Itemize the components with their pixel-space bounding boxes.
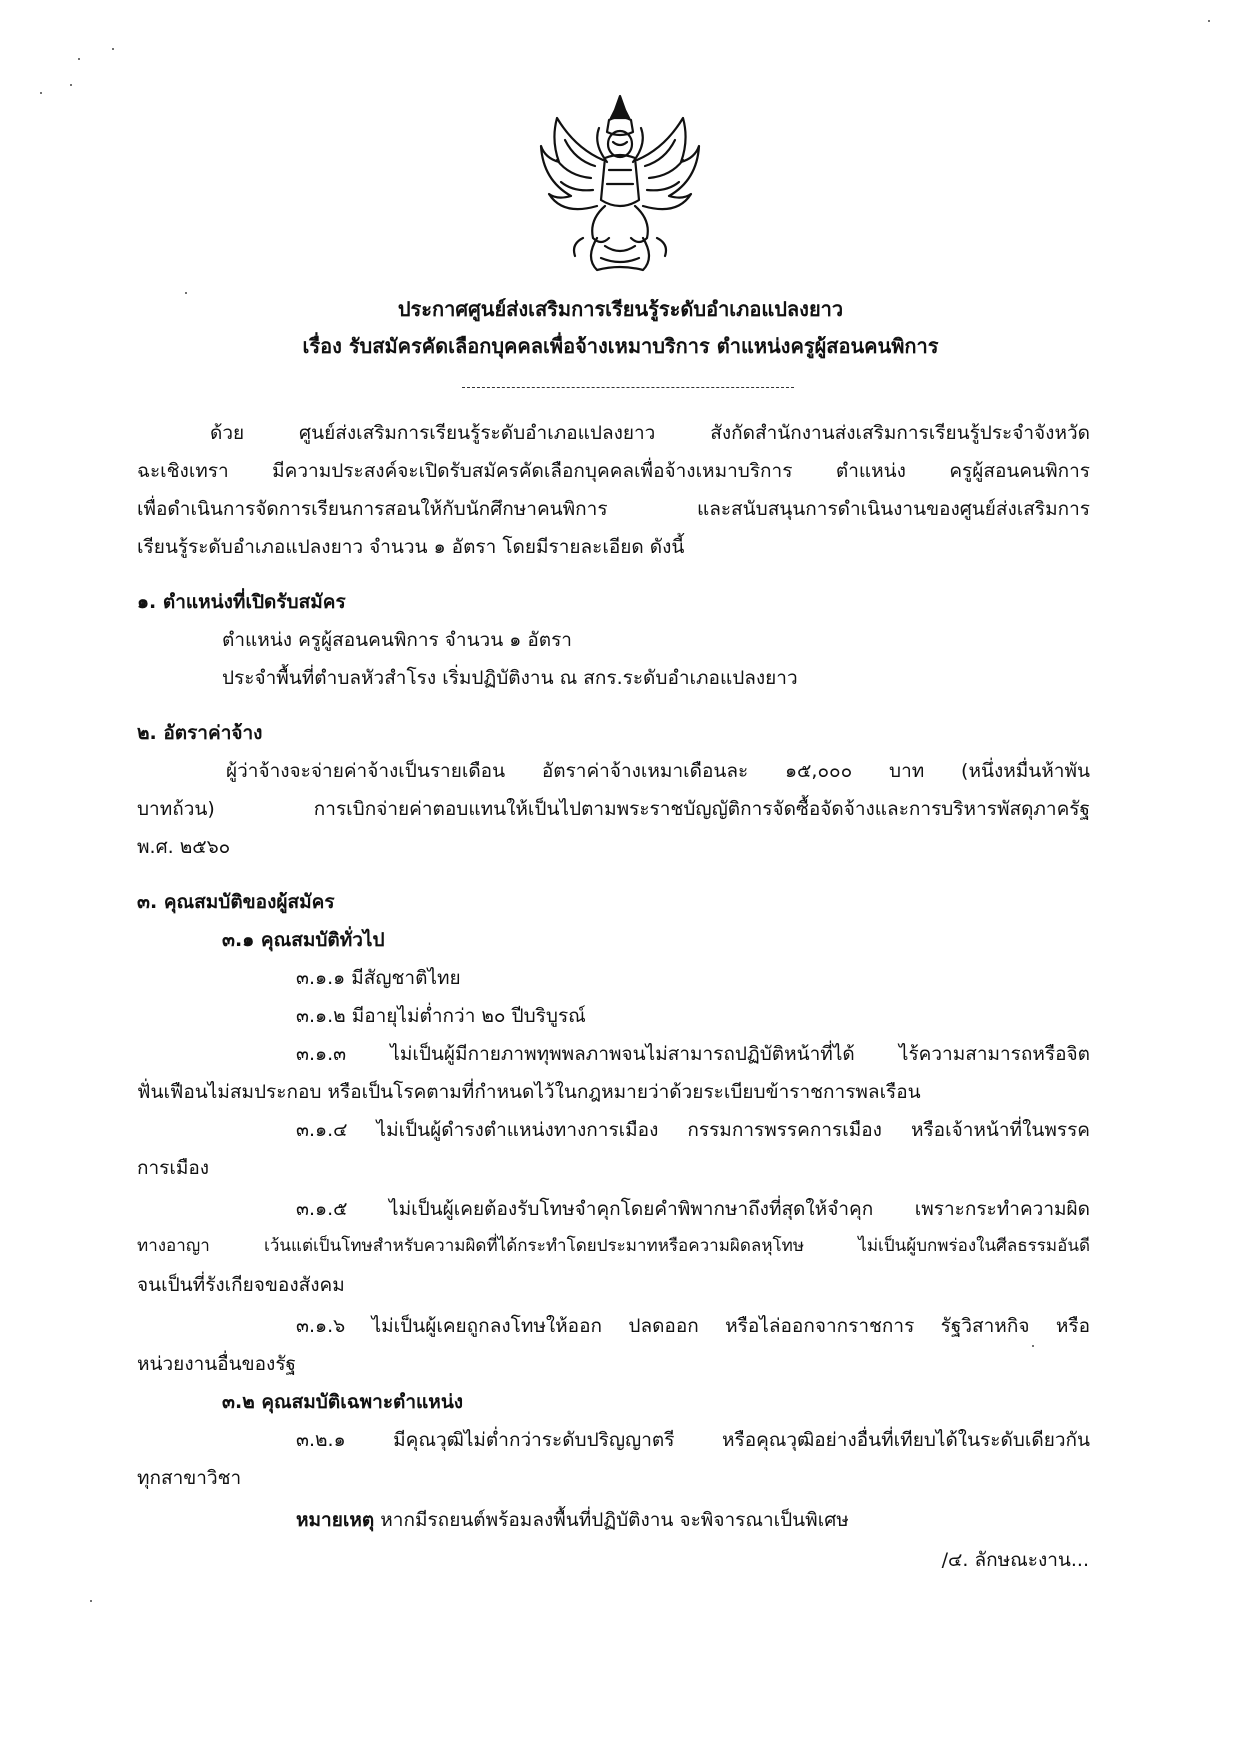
qualification-item: ฟั่นเฟือนไม่สมประกอบ หรือเป็นโรคตามที่กำหนดไว้ในกฎหมายว่าด้วยระเบียบข้าราชการพลเรือน	[137, 1081, 921, 1103]
section-line: ตำแหน่ง ครูผู้สอนคนพิการ จำนวน ๑ อัตรา	[222, 629, 572, 651]
qualification-item: ทุกสาขาวิชา	[137, 1467, 242, 1489]
section-line: บาทถ้วน) การเบิกจ่ายค่าตอบแทนให้เป็นไปตามพระราชบัญญัติการจัดซื้อจัดจ้างและการบริหารพัสดุภาครัฐ	[137, 798, 1090, 820]
intro-line: เรียนรู้ระดับอำเภอแปลงยาว จำนวน ๑ อัตรา โดยมีรายละเอียด ดังนี้	[137, 536, 685, 558]
qualification-item: ๓.๑.๕ ไม่เป็นผู้เคยต้องรับโทษจำคุกโดยคำพิพากษาถึงที่สุดให้จำคุก เพราะกระทำความผิด	[296, 1198, 1090, 1220]
qualification-item: ๓.๑.๑ มีสัญชาติไทย	[296, 967, 461, 989]
title-divider	[462, 387, 794, 388]
qualification-item: ๓.๑.๓ ไม่เป็นผู้มีกายภาพทุพพลภาพจนไม่สามารถปฏิบัติหน้าที่ได้ ไร้ความสามารถหรือจิต	[296, 1043, 1090, 1065]
scan-speck	[70, 84, 72, 86]
section-line: ผู้ว่าจ้างจะจ่ายค่าจ้างเป็นรายเดือน อัตราค่าจ้างเหมาเดือนละ ๑๕,๐๐๐ บาท (หนึ่งหมื่นห้าพัน	[226, 760, 1090, 782]
qualification-item: หน่วยงานอื่นของรัฐ	[137, 1353, 297, 1375]
section-line: พ.ศ. ๒๕๖๐	[137, 836, 231, 858]
scan-speck	[40, 92, 42, 94]
scan-speck	[112, 48, 114, 50]
subsection-heading: ๓.๑ คุณสมบัติทั่วไป	[222, 929, 385, 951]
qualification-item: ทางอาญา เว้นแต่เป็นโทษสำหรับความผิดที่ได้กระทำโดยประมาทหรือความผิดลหุโทษ ไม่เป็นผู้บกพร่องในศีลธรรมอันดี	[137, 1236, 1090, 1256]
garuda-emblem-icon	[535, 88, 705, 276]
qualification-item: จนเป็นที่รังเกียจของสังคม	[137, 1274, 345, 1296]
section-heading: ๑. ตำแหน่งที่เปิดรับสมัคร	[137, 591, 346, 613]
intro-line: ฉะเชิงเทรา มีความประสงค์จะเปิดรับสมัครคัดเลือกบุคคลเพื่อจ้างเหมาบริการ ตำแหน่ง ครูผู้สอนคนพิการ	[137, 460, 1090, 482]
section-heading: ๒. อัตราค่าจ้าง	[137, 722, 263, 744]
intro-line: เพื่อดำเนินการจัดการเรียนการสอนให้กับนักศึกษาคนพิการ และสนับสนุนการดำเนินงานของศูนย์ส่งเสริมการ	[137, 498, 1090, 520]
scan-speck	[90, 1600, 92, 1602]
qualification-item: ๓.๑.๒ มีอายุไม่ต่ำกว่า ๒๐ ปีบริบูรณ์	[296, 1005, 586, 1027]
section-line: ประจำพื้นที่ตำบลหัวสำโรง เริ่มปฏิบัติงาน ณ สกร.ระดับอำเภอแปลงยาว	[222, 667, 798, 689]
qualification-item: ๓.๒.๑ มีคุณวุฒิไม่ต่ำกว่าระดับปริญญาตรี หรือคุณวุฒิอย่างอื่นที่เทียบได้ในระดับเดียวกัน	[296, 1429, 1090, 1451]
scan-speck	[1208, 20, 1210, 22]
qualification-item: ๓.๑.๖ ไม่เป็นผู้เคยถูกลงโทษให้ออก ปลดออก หรือไล่ออกจากราชการ รัฐวิสาหกิจ หรือ	[296, 1315, 1090, 1337]
section-heading: ๓. คุณสมบัติของผู้สมัคร	[137, 891, 335, 913]
scan-speck	[78, 58, 80, 60]
subsection-heading: ๓.๒ คุณสมบัติเฉพาะตำแหน่ง	[222, 1391, 464, 1413]
note-label: หมายเหตุ	[296, 1509, 375, 1531]
document-subject: เรื่อง รับสมัครคัดเลือกบุคคลเพื่อจ้างเหมาบริการ ตำแหน่งครูผู้สอนคนพิการ	[302, 334, 939, 358]
note-text: หากมีรถยนต์พร้อมลงพื้นที่ปฏิบัติงาน จะพิจารณาเป็นพิเศษ	[374, 1509, 849, 1531]
qualification-item: การเมือง	[137, 1157, 210, 1179]
scan-speck	[185, 292, 187, 294]
continuation-marker: /๔. ลักษณะงาน...	[941, 1549, 1089, 1571]
scan-speck	[1032, 1345, 1034, 1347]
note-line	[296, 1508, 849, 1533]
qualification-item: ๓.๑.๔ ไม่เป็นผู้ดำรงตำแหน่งทางการเมือง กรรมการพรรคการเมือง หรือเจ้าหน้าที่ในพรรค	[296, 1119, 1090, 1141]
document-title: ประกาศศูนย์ส่งเสริมการเรียนรู้ระดับอำเภอแปลงยาว	[397, 297, 844, 321]
intro-line: ด้วย ศูนย์ส่งเสริมการเรียนรู้ระดับอำเภอแปลงยาว สังกัดสำนักงานส่งเสริมการเรียนรู้ประจำจังหวัด	[210, 422, 1090, 444]
